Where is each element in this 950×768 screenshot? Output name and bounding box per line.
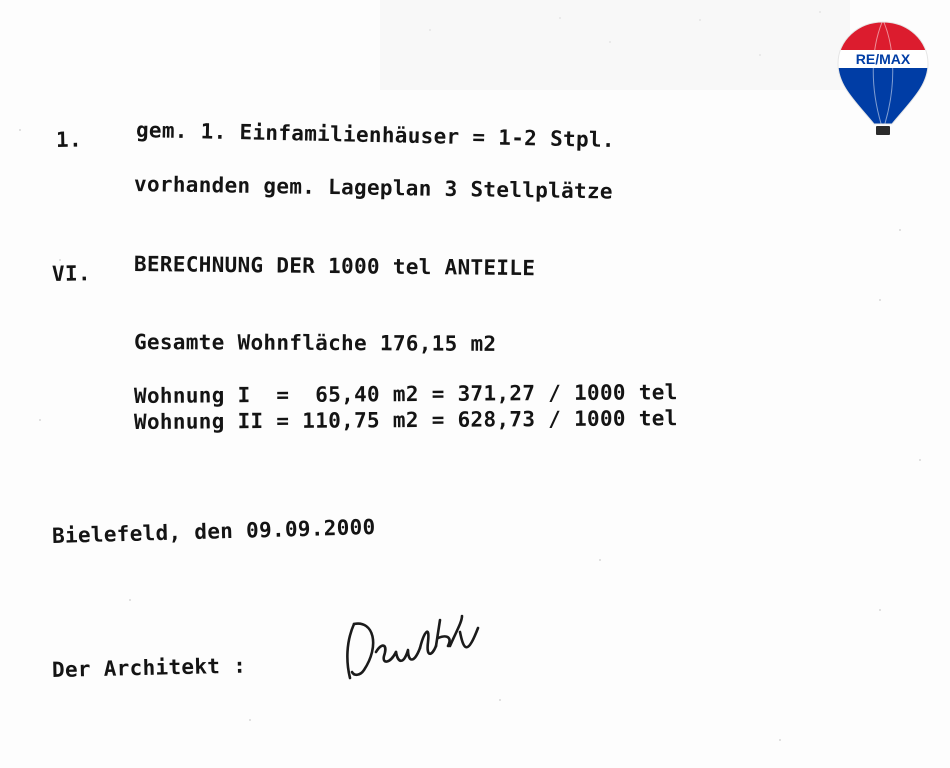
remax-balloon-logo (836, 20, 930, 140)
architect-label: Der Architekt : (51, 653, 247, 682)
place-and-date: Bielefeld, den 09.09.2000 (51, 514, 376, 548)
architect-signature (340, 612, 490, 684)
section-1-line-2: vorhanden gem. Lageplan 3 Stellplätze (133, 172, 614, 204)
section-vi-number: VI. (51, 261, 92, 286)
section-vi-heading: BERECHNUNG DER 1000 tel ANTEILE (133, 252, 536, 281)
total-living-area: Gesamte Wohnfläche 176,15 m2 (133, 330, 497, 356)
unit-1-share: Wohnung I = 65,40 m2 = 371,27 / 1000 tel (133, 380, 678, 408)
section-1-number: 1. (55, 127, 83, 152)
unit-2-share: Wohnung II = 110,75 m2 = 628,73 / 1000 tel (133, 406, 678, 434)
remax-logo-text: RE/MAX (855, 51, 911, 67)
section-1-line-1: gem. 1. Einfamilienhäuser = 1-2 Stpl. (135, 118, 616, 153)
